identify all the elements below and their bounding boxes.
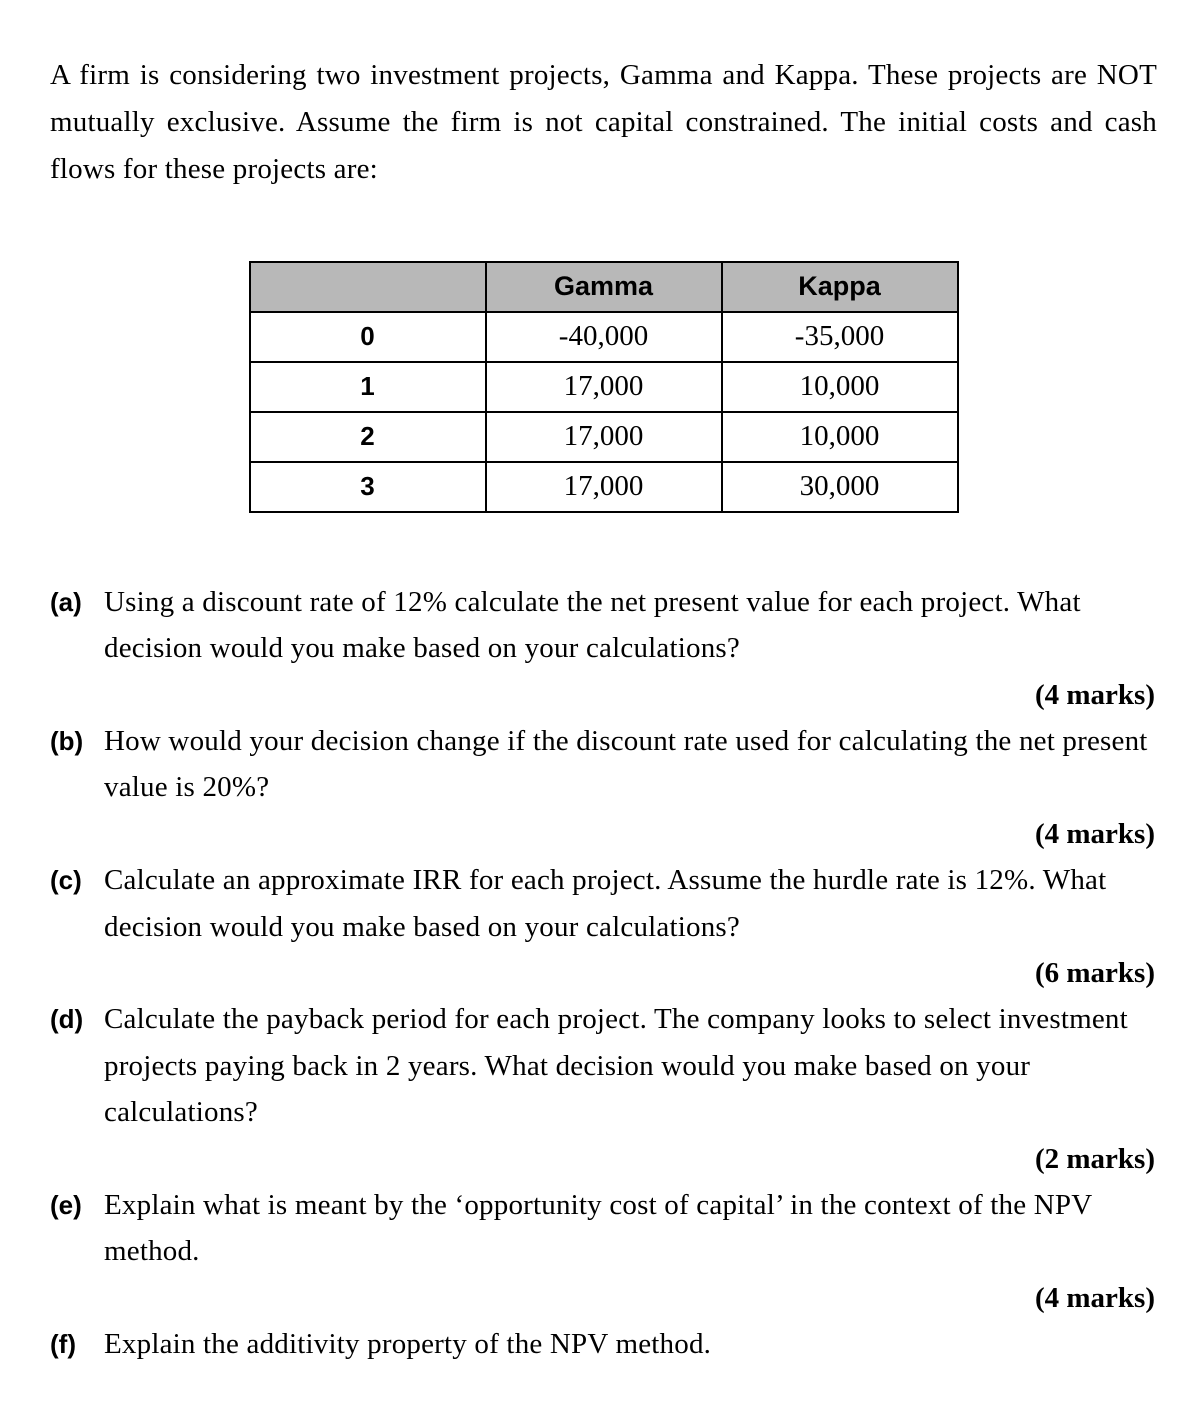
question-label: (e) xyxy=(50,1189,82,1220)
table-header-row xyxy=(250,262,958,312)
table-header-gamma: Gamma xyxy=(486,262,722,312)
question-label: (d) xyxy=(50,1004,84,1035)
table-row xyxy=(250,412,958,462)
cashflow-table xyxy=(249,261,959,513)
question-text: Calculate an approximate IRR for each project. Assume the hurdle rate is 12%. What decision would you make based on your calculations? xyxy=(104,864,1107,943)
kappa-cell: 10,000 xyxy=(722,362,958,412)
year-cell: 1 xyxy=(250,362,486,412)
question-d xyxy=(50,996,1157,1135)
kappa-cell: 10,000 xyxy=(722,412,958,462)
year-cell: 2 xyxy=(250,412,486,462)
question-text: Explain what is meant by the ‘opportunity cost of capital’ in the context of the NPV method. xyxy=(104,1188,1092,1268)
marks-b: (4 marks) xyxy=(1034,817,1155,850)
table-row xyxy=(250,462,958,512)
marks-e: (4 marks) xyxy=(1034,1281,1155,1314)
kappa-cell: 30,000 xyxy=(722,462,958,512)
table-header-kappa: Kappa xyxy=(722,262,958,312)
question-text: How would your decision change if the discount rate used for calculating the net present value is 20%? xyxy=(104,725,1148,804)
question-label: (c) xyxy=(50,865,82,896)
gamma-cell: 17,000 xyxy=(486,462,722,512)
question-f xyxy=(50,1321,1157,1367)
question-list xyxy=(50,579,1157,1368)
gamma-cell: 17,000 xyxy=(486,362,722,412)
question-label: (a) xyxy=(50,586,82,617)
table-row xyxy=(250,362,958,412)
question-label: (f) xyxy=(50,1329,76,1360)
kappa-cell: -35,000 xyxy=(722,312,958,362)
question-c xyxy=(50,857,1157,950)
marks-d: (2 marks) xyxy=(1034,1142,1155,1175)
question-text: Calculate the payback period for each project. The company looks to select investment projects paying back in 2 years. What decision would you make based on your calculations? xyxy=(104,1003,1128,1129)
marks-a: (4 marks) xyxy=(1034,678,1155,711)
year-cell: 3 xyxy=(250,462,486,512)
question-text: Using a discount rate of 12% calculate the net present value for each project. What decision would you make based on your calculations? xyxy=(104,585,1081,665)
table-row xyxy=(250,312,958,362)
year-cell: 0 xyxy=(250,312,486,362)
question-e xyxy=(50,1182,1157,1275)
gamma-cell: 17,000 xyxy=(486,412,722,462)
gamma-cell: -40,000 xyxy=(486,312,722,362)
question-a xyxy=(50,579,1157,672)
intro-paragraph: A firm is considering two investment projects, Gamma and Kappa. These projects are NOT mutually exclusive. Assume the firm is not capital constrained. The initial costs and cash flows for these projects are: xyxy=(50,59,1157,185)
marks-c: (6 marks) xyxy=(1034,957,1155,990)
question-text: Explain the additivity property of the NPV method. xyxy=(104,1328,712,1361)
question-b xyxy=(50,718,1157,811)
table-header-blank xyxy=(250,262,486,312)
question-label: (b) xyxy=(50,726,84,757)
